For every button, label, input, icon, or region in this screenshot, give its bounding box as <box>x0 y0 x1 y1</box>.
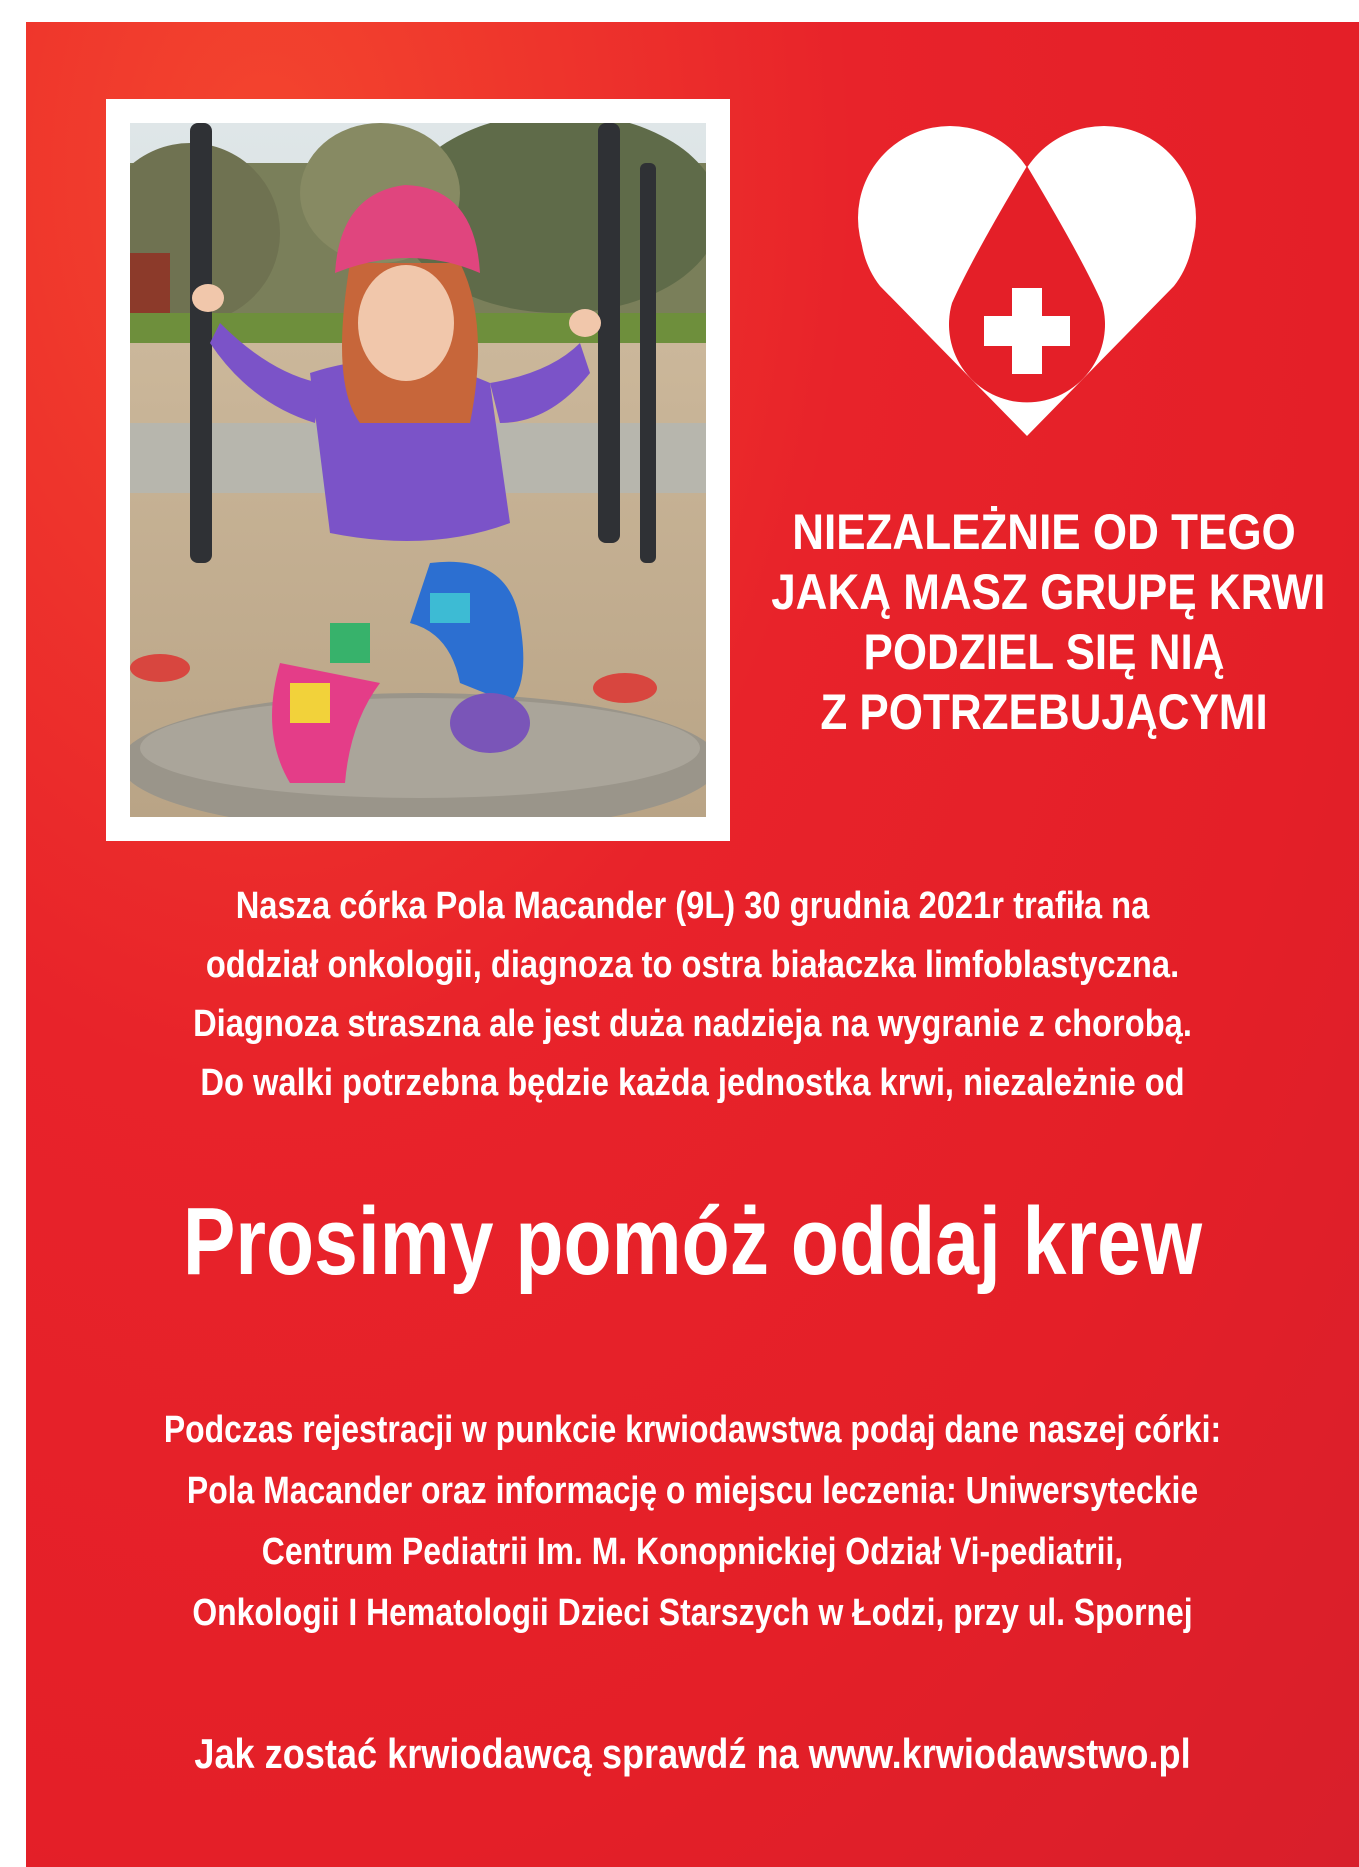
story-line: Do walki potrzebna będzie każda jednostka krwi, niezależnie od <box>200 1062 1185 1104</box>
headline <box>771 502 1326 742</box>
registration-line: Centrum Pediatrii Im. M. Konopnickiej Odział Vi-pediatrii, <box>261 1531 1124 1573</box>
headline-line: Z POTRZEBUJĄCYMI <box>820 684 1268 740</box>
registration-info <box>26 1400 1359 1644</box>
heart-blood-drop-plus-icon <box>852 108 1202 438</box>
girl-on-swing-photo <box>130 123 706 817</box>
registration-line: Pola Macander oraz informację o miejscu leczenia: Uniwersyteckie <box>186 1470 1199 1512</box>
headline-line: NIEZALEŻNIE OD TEGO <box>792 504 1296 560</box>
story-line: Diagnoza straszna ale jest duża nadzieja na wygranie z chorobą. <box>193 1003 1192 1045</box>
headline-line: JAKĄ MASZ GRUPĘ KRWI <box>771 564 1326 620</box>
registration-line: Podczas rejestracji w punkcie krwiodawstwa podaj dane naszej córki: <box>163 1409 1222 1451</box>
registration-line: Onkologii I Hematologii Dzieci Starszych w Łodzi, przy ul. Spornej <box>192 1592 1193 1634</box>
story-paragraph <box>26 877 1359 1113</box>
story-line: Nasza córka Pola Macander (9L) 30 grudnia 2021r trafiła na <box>235 885 1150 927</box>
story-line: oddział onkologii, diagnoza to ostra białaczka limfoblastyczna. <box>205 944 1180 986</box>
poster <box>26 22 1359 1867</box>
call-to-action-heading: Prosimy pomóż oddaj krew <box>182 1188 1203 1295</box>
website-info: Jak zostać krwiodawcą sprawdź na www.krwiodawstwo.pl <box>194 1730 1191 1777</box>
headline-line: PODZIEL SIĘ NIĄ <box>863 624 1225 680</box>
photo-frame <box>106 99 730 841</box>
